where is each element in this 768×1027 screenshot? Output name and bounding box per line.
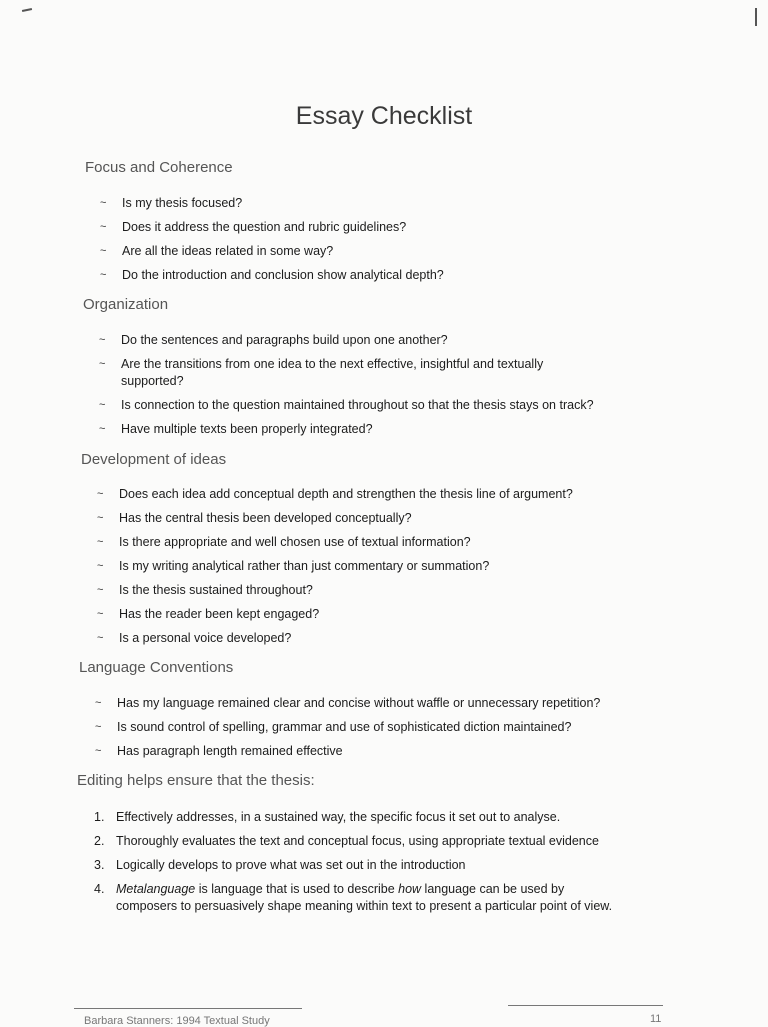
list-item (97, 558, 657, 575)
item-text: Has the central thesis been developed conceptually? (119, 511, 412, 525)
item-text: Is connection to the question maintained throughout so that the thesis stays on track? (121, 398, 594, 412)
item-text-pre: is language that is used to describe (195, 882, 399, 896)
tilde-bullet-icon: ~ (97, 608, 104, 620)
footer-rule-left (74, 1008, 302, 1009)
item-emphasis: how (398, 882, 422, 896)
tilde-bullet-icon: ~ (97, 584, 104, 596)
tilde-bullet-icon: ~ (97, 512, 104, 524)
scan-mark-top-left (22, 8, 32, 12)
page-number: 11 (650, 1013, 662, 1025)
item-text: Is a personal voice developed? (119, 631, 292, 645)
list-item (100, 195, 660, 212)
item-text: Thoroughly evaluates the text and conceptual focus, using appropriate textual evidence (116, 834, 599, 848)
section-heading-development: Development of ideas (81, 451, 227, 468)
tilde-bullet-icon: ~ (95, 697, 102, 709)
item-text: Does it address the question and rubric guidelines? (122, 220, 407, 234)
tilde-bullet-icon: ~ (100, 245, 107, 257)
list-item (95, 695, 675, 712)
tilde-bullet-icon: ~ (100, 197, 107, 209)
item-text: Is my writing analytical rather than just commentary or summation? (119, 559, 490, 573)
item-text: Effectively addresses, in a sustained way, the specific focus it set out to analyse. (116, 810, 561, 824)
section-heading-editing: Editing helps ensure that the thesis: (77, 772, 315, 789)
editing-list (94, 809, 644, 915)
footer-author: Barbara Stanners: 1994 Textual Study (84, 1015, 270, 1027)
list-item (97, 486, 657, 503)
item-number: 1. (94, 810, 105, 824)
item-text: Has the reader been kept engaged? (119, 607, 320, 621)
tilde-bullet-icon: ~ (97, 632, 104, 644)
list-item (97, 510, 657, 527)
list-item (94, 857, 644, 874)
list-item (99, 356, 591, 390)
page-title: Essay Checklist (295, 102, 473, 130)
tilde-bullet-icon: ~ (97, 488, 104, 500)
item-text: Is my thesis focused? (122, 196, 243, 210)
footer-rule-right (508, 1005, 663, 1006)
list-item (95, 719, 675, 736)
item-text: Has paragraph length remained effective (117, 744, 343, 758)
organization-checklist (99, 332, 639, 438)
list-item (97, 606, 657, 623)
tilde-bullet-icon: ~ (100, 221, 107, 233)
item-text: Do the introduction and conclusion show analytical depth? (122, 268, 444, 282)
item-text: Is the thesis sustained throughout? (119, 583, 313, 597)
language-checklist (95, 695, 675, 760)
item-text: Are the transitions from one idea to the next effective, insightful and textually supported? (121, 357, 544, 388)
list-item (97, 630, 657, 647)
list-item (100, 243, 660, 260)
list-item (94, 809, 644, 826)
tilde-bullet-icon: ~ (97, 560, 104, 572)
item-number: 4. (94, 882, 105, 896)
development-checklist (97, 486, 657, 647)
item-text: Does each idea add conceptual depth and strengthen the thesis line of argument? (119, 487, 573, 501)
item-number: 2. (94, 834, 105, 848)
item-term: Metalanguage (116, 882, 196, 896)
scan-mark-top-right (755, 8, 757, 26)
item-text: Is sound control of spelling, grammar and use of sophisticated diction maintained? (117, 720, 572, 734)
item-text: Are all the ideas related in some way? (122, 244, 334, 258)
list-item (97, 582, 657, 599)
item-text-post: language can be used by composers to persuasively shape meaning within text to present a particular point of view. (116, 882, 613, 913)
item-text: Is there appropriate and well chosen use of textual information? (119, 535, 471, 549)
item-text: Do the sentences and paragraphs build upon one another? (121, 333, 448, 347)
section-heading-focus: Focus and Coherence (85, 159, 233, 176)
tilde-bullet-icon: ~ (99, 423, 106, 435)
focus-checklist (100, 195, 660, 284)
list-item (99, 397, 639, 414)
list-item (99, 421, 639, 438)
item-number: 3. (94, 858, 105, 872)
list-item (94, 881, 626, 915)
tilde-bullet-icon: ~ (95, 721, 102, 733)
section-heading-language: Language Conventions (79, 659, 234, 676)
item-text: Have multiple texts been properly integrated? (121, 422, 373, 436)
tilde-bullet-icon: ~ (99, 334, 106, 346)
item-text: Has my language remained clear and concise without waffle or unnecessary repetition? (117, 696, 601, 710)
tilde-bullet-icon: ~ (97, 536, 104, 548)
list-item (100, 219, 660, 236)
list-item (95, 743, 675, 760)
list-item (94, 833, 644, 850)
tilde-bullet-icon: ~ (100, 269, 107, 281)
item-text: Logically develops to prove what was set out in the introduction (116, 858, 466, 872)
section-heading-organization: Organization (83, 296, 169, 313)
tilde-bullet-icon: ~ (95, 745, 102, 757)
list-item (97, 534, 657, 551)
list-item (100, 267, 660, 284)
list-item (99, 332, 639, 349)
tilde-bullet-icon: ~ (99, 399, 106, 411)
tilde-bullet-icon: ~ (99, 358, 106, 370)
